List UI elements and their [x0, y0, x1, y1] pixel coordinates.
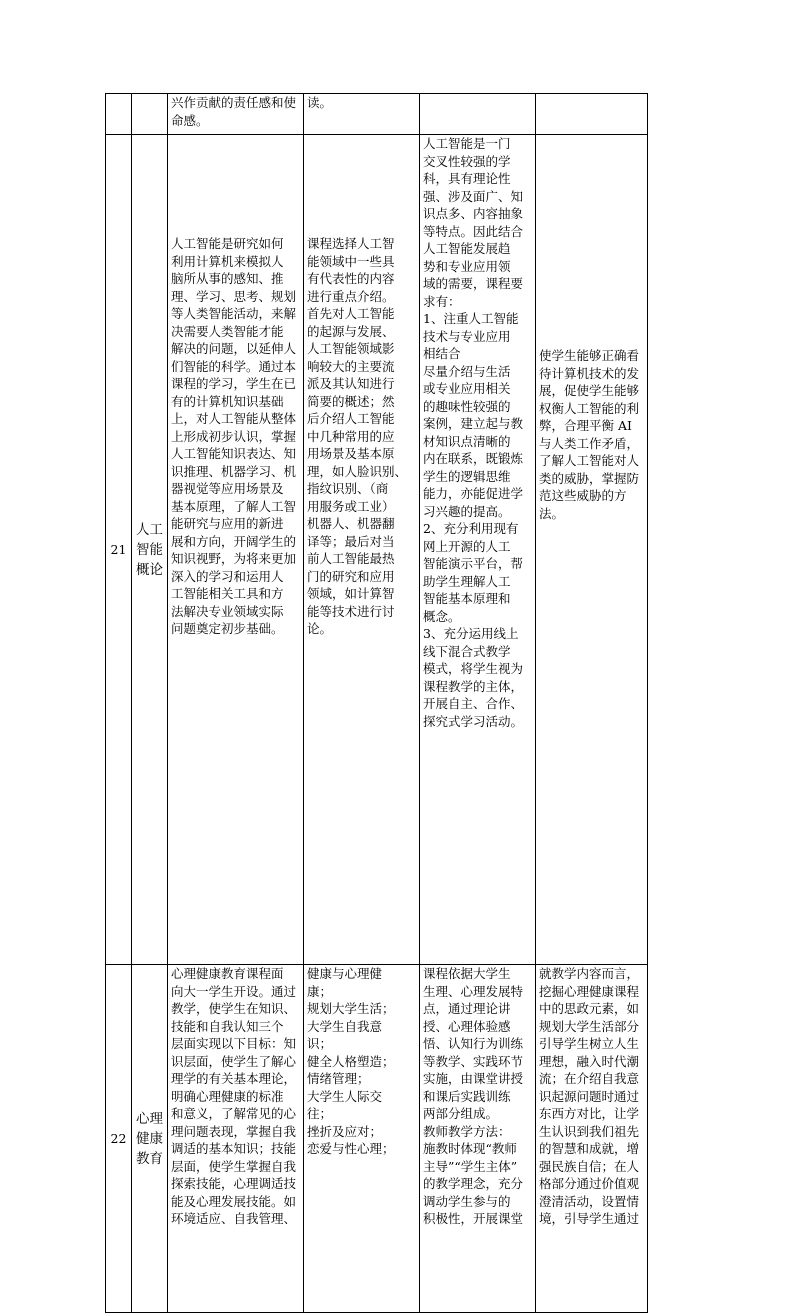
teaching-method — [420, 94, 536, 135]
row-number: 21 — [106, 135, 132, 965]
course-content: 读。 — [304, 94, 420, 135]
ideology-element: 使学生能够正确看 待计算机技术的发 展，促使学生能够 权衡人工智能的利 弊，合理平衡 AI 与人类工作矛盾， 了解人工智能对人 类的威胁，掌握防 范这些威胁的方 法。 — [536, 135, 648, 965]
teaching-method: 课程依据大学生 生理、心理发展特 点，通过理论讲 授、心理体验感 悟、认知行为训练 等教学、实践环节 实施，由课堂讲授 和课后实践训练 两部分组成。 教师教学方法： 施教时体现“教师 主导”“学生主体” 的教学理念，充分 调动学生参与的 积极性，开展课堂 — [420, 965, 536, 1313]
course-objective: 人工智能是研究如何 利用计算机来模拟人 脑所从事的感知、推 理、学习、思考、规划 等人类智能活动，来解 决需要人类智能才能 解决的问题，以延伸人 们智能的科学。通过本 课程的学习，学生在已 有的计算机知识基础 上，对人工智能从整体 上形成初步认识，掌握 人工智能知识表达、知 识推理、机器学习、机 器视觉等应用场景及 基本原理，了解人工智 能研究与应用的新进 展和方向，开阔学生的 知识视野，为将来更加 深入的学习和运用人 工智能相关工具和方 法解决专业领域实际 问题奠定初步基础。 — [168, 135, 304, 965]
course-objective: 兴作贡献的责任感和使命感。 — [168, 94, 304, 135]
course-name: 心理 健康 教育 — [132, 965, 168, 1313]
row-number — [106, 94, 132, 135]
course-objective: 心理健康教育课程面 向大一学生开设。通过 教学，使学生在知识、 技能和自我认知三个 层面实现以下目标：知 识层面，使学生了解心 理学的有关基本理论， 明确心理健康的标准 和意义，了解常见的心 理问题表现，掌握自我 调适的基本知识；技能 层面，使学生掌握自我 探索技能，心理调适技 能及心理发展技能。如 环境适应、自我管理、 — [168, 965, 304, 1313]
ideology-element — [536, 94, 648, 135]
course-name — [132, 94, 168, 135]
course-content: 课程选择人工智 能领域中一些具 有代表性的内容 进行重点介绍。 首先对人工智能 的起源与发展、 人工智能领域影 响较大的主要流 派及其认知进行 简要的概述；然 后介绍人工智能 中几种常用的应 用场景及基本原 理，如人脸识别、 指纹识别、（商 用服务或工业） 机器人、机器翻 译等；最后对当 前人工智能最热 门的研究和应用 领域，如计算智 能等技术进行讨 论。 — [304, 135, 420, 965]
row-number: 22 — [106, 965, 132, 1313]
course-content: 健康与心理健 康； 规划大学生活； 大学生自我意 识； 健全人格塑造； 情绪管理； 大学生人际交 往； 挫折及应对； 恋爱与性心理； — [304, 965, 420, 1313]
table-row — [106, 965, 648, 1313]
course-name: 人工 智能 概论 — [132, 135, 168, 965]
course-table — [105, 93, 648, 1313]
table-row — [106, 94, 648, 135]
teaching-method: 人工智能是一门 交叉性较强的学 科，具有理论性 强、涉及面广、知 识点多、内容抽象 等特点。因此结合 人工智能发展趋 势和专业应用领 域的需要，课程要 求有： 1、注重人工智能 技术与专业应用 相结合 尽量介绍与生活 或专业应用相关 的趣味性较强的 案例，建立起与教 材知识点清晰的 内在联系，既锻炼 学生的逻辑思维 能力，亦能促进学 习兴趣的提高。 2、充分利用现有 网上开源的人工 智能演示平台，帮 助学生理解人工 智能基本原理和 概念。 3、充分运用线上 线下混合式教学 模式，将学生视为 课程教学的主体， 开展自主、合作、 探究式学习活动。 — [420, 135, 536, 965]
table-row — [106, 135, 648, 965]
ideology-element: 就教学内容而言， 挖掘心理健康课程 中的思政元素，如 规划大学生活部分 引导学生树立人生 理想，融入时代潮 流；在介绍自我意 识起源问题时通过 东西方对比，让学 生认识到我们祖先 的智慧和成就，增 强民族自信；在人 格部分通过价值观 澄清活动，设置情 境，引导学生通过 — [536, 965, 648, 1313]
